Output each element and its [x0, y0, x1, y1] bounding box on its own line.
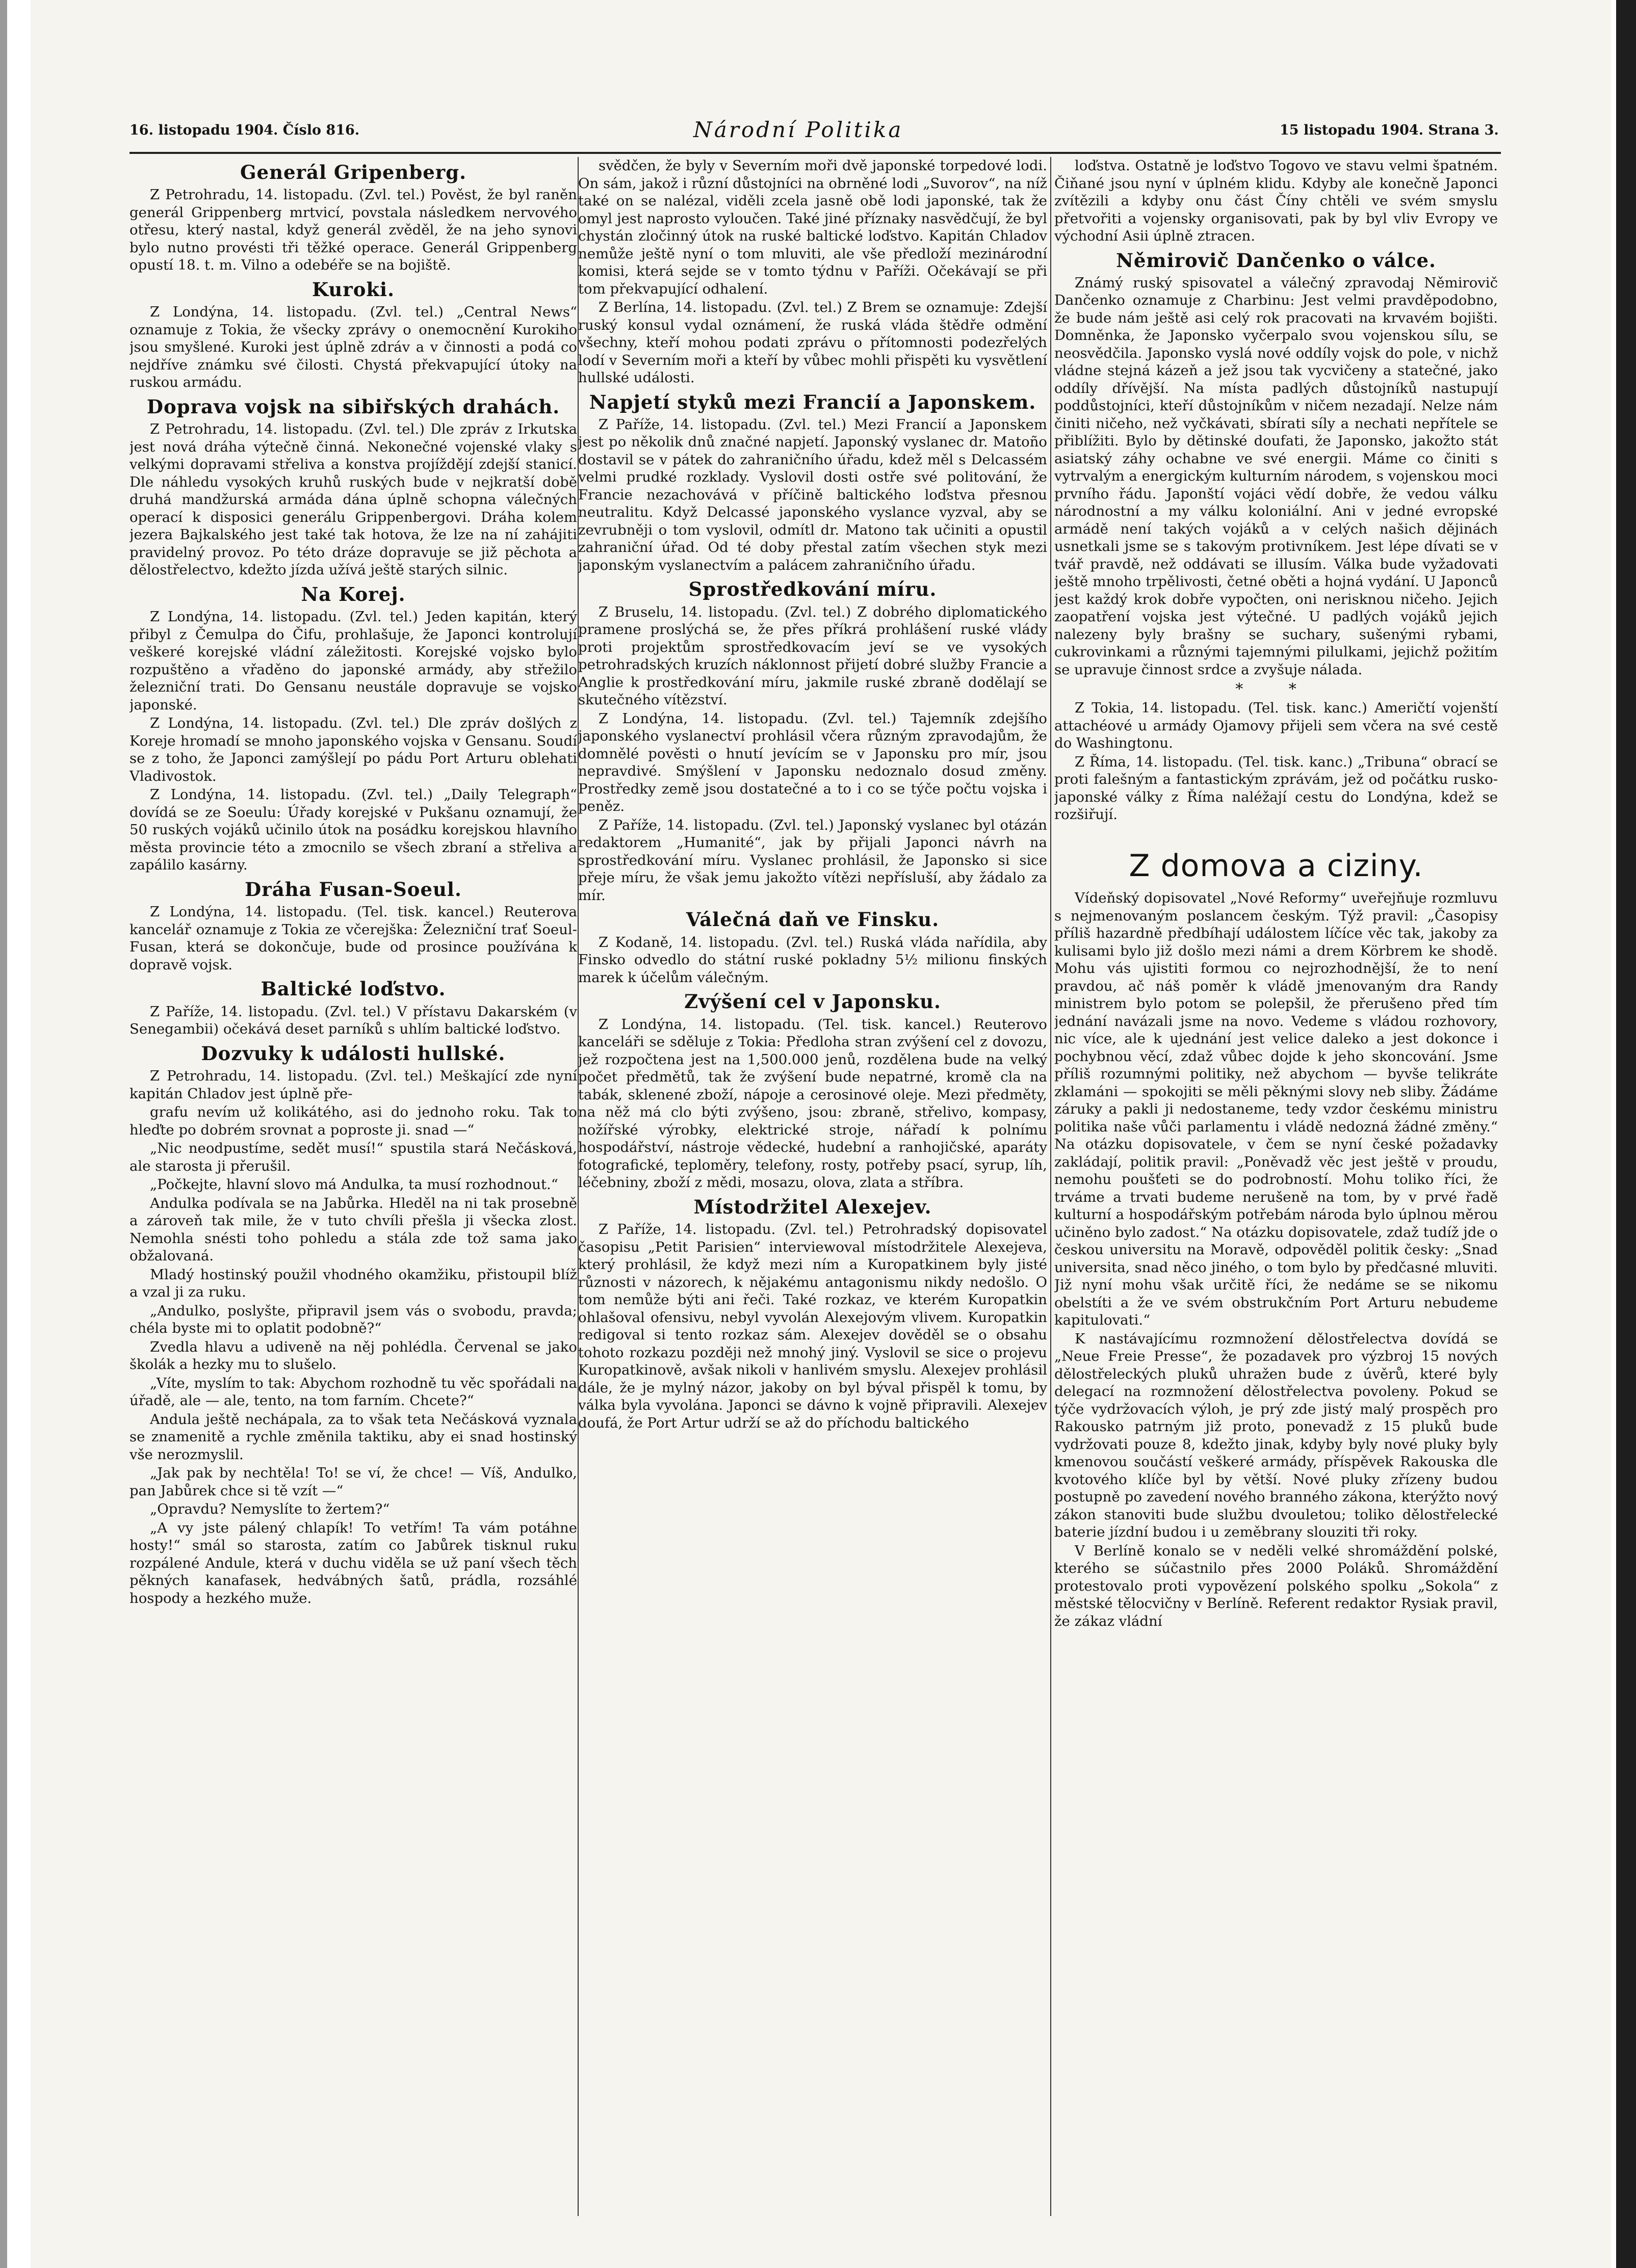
article [1054, 157, 1498, 245]
column-divider [1050, 157, 1051, 2216]
article-paragraph: svědčen, že byly v Severním moři dvě japonské torpedové lodi. On sám, jakož i různí důstojníci na obrněné lodi „Suvorov“, na níž také on se nalézal, viděli zcela jasně obě lodi japonské, tak že omyl jest naprosto vyloučen. Také jiné příznaky nasvědčují, že byl chystán zločinný útok na ruské baltické loďstvo. Kapitán Chladov nemůže ještě nyní o tom mluviti, ale vše předloží mezinárodní komisi, která sejde se v tomto týdnu v Paříži. Očekávají se při tom překvapující odhalení. [578, 157, 1047, 297]
article-paragraph: Z Paříže, 14. listopadu. (Zvl. tel.) V přístavu Dakarském (v Senegambii) očekává deset parníků s uhlím baltické loďstvo. [129, 1003, 577, 1038]
article-paragraph: Andula ještě nechápala, za to však teta Nečásková vyznala se znamenitě a rychle změnila taktiku, aby ei snad hostinský vše nerozmyslil. [129, 1411, 577, 1463]
article-paragraph: Z Londýna, 14. listopadu. (Zvl. tel.) Dle zpráv došlých z Koreje hromadí se mnoho japonského vojska v Gensanu. Soudí se z toho, že Japonci zamýšlejí po pádu Port Arturu oblehati Vladivostok. [129, 715, 577, 784]
article-heading: Sprostředkování míru. [688, 578, 937, 601]
article-paragraph: Z Kodaně, 14. listopadu. (Zvl. tel.) Ruská vláda nařídila, aby Finsko odvedlo do státní ruské pokladny 5½ milionu finských marek k účelům válečným. [578, 934, 1047, 986]
article [129, 879, 577, 973]
article [129, 1043, 577, 1607]
article-paragraph: grafu nevím už kolikátého, asi do jednoho roku. Tak to hleďte po dobrém srovnat a poproste ji. snad —“ [129, 1104, 577, 1138]
article-heading: Dráha Fusan-Soeul. [245, 878, 462, 901]
article-heading: Kuroki. [312, 278, 395, 301]
newspaper-title: Národní Politika [693, 117, 903, 142]
article-heading: Němirovič Dančenko o válce. [1116, 249, 1436, 272]
article [1054, 680, 1498, 824]
article [1054, 250, 1498, 679]
article [578, 579, 1047, 904]
column-3 [1054, 157, 1498, 2216]
article-paragraph: Z Petrohradu, 14. listopadu. (Zvl. tel.) Meškající zde nyní kapitán Chladov jest úplně pře- [129, 1068, 577, 1102]
article [578, 991, 1047, 1191]
article [578, 1197, 1047, 1432]
header-rule [129, 152, 1501, 154]
article [578, 157, 1047, 387]
article-heading: Napjetí styků mezi Francií a Japonskem. [589, 390, 1036, 413]
article-paragraph: Z Londýna, 14. listopadu. (Tel. tisk. kancel.) Reuterova kancelář oznamuje z Tokia ze včerejška: Železniční trať Soeul-Fusan, která se dokončuje, bude od prosince používána k dopravě vojsk. [129, 904, 577, 973]
article-heading: Doprava vojsk na sibiřských drahách. [146, 395, 560, 418]
article-paragraph: „Andulko, poslyšte, připravil jsem vás o svobodu, pravda; chéla byste mi to oplatit podobně?“ [129, 1302, 577, 1337]
article-paragraph: Z Berlína, 14. listopadu. (Zvl. tel.) Z Brem se oznamuje: Zdejší ruský konsul vydal oznámení, že ruská vláda štědře odmění všechny, kteří mohou podati zprávu o přítomnosti podezřelých lodí v Severním moři a kteří by vůbec mohli přispěti ku vysvětlení hullské události. [578, 299, 1047, 386]
scan-edge-left [0, 0, 7, 2268]
article-paragraph: „Nic neodpustíme, sedět musí!“ spustila stará Nečásková, ale starosta ji přerušil. [129, 1140, 577, 1174]
article-paragraph: Andulka podívala se na Jabůrka. Hleděl na ni tak prosebně a zároveň tak mile, že v tuto chvíli přešla ji všecka zlost. Nemohla snésti toho pohledu a stála zde tož sama jako obžalovaná. [129, 1195, 577, 1264]
article [129, 162, 577, 274]
article [129, 584, 577, 874]
article-paragraph: „Opravdu? Nemyslíte to žertem?“ [150, 1501, 390, 1518]
article-paragraph: V Berlíně konalo se v neděli velké shromáždění polské, kterého se súčastnilo přes 2000 Poláků. Shromáždění protestovalo proti vypovězení polského spolku „Sokola“ z městské tělocvičny v Berlíně. Referent redaktor Rysiak pravil, že zákaz vládní [1054, 1542, 1498, 1629]
article-heading: Místodržitel Alexejev. [693, 1195, 932, 1218]
article-paragraph: Z Londýna, 14. listopadu. (Zvl. tel.) Tajemník zdejšího japonského vyslanectví prohlásil včera různým zpravodajům, že domnělé pověsti o hnutí jevícím se v Japonsku pro mír, jsou nepravdivé. Smýšlení v Japonsku nedoznalo dosud změny. Prostředky země jsou dostatečné a to i co se týče počtu vojska i peněz. [578, 710, 1047, 815]
article-heading: Z domova a ciziny. [1129, 848, 1423, 884]
article-paragraph: Z Bruselu, 14. listopadu. (Zvl. tel.) Z dobrého diplomatického pramene proslýchá se, že přes příkrá prohlášení ruské vlády proti projektům sprostředkovacím jeví se ve vysokých petrohradských kruzích náklonnost přijetí dobré služby Francie a Anglie k prostředkování míru, jakmile ruské zbraně dodělají se skutečného vítězství. [578, 603, 1047, 708]
article-paragraph: „Počkejte, hlavní slovo má Andulka, ta musí rozhodnout.“ [150, 1176, 558, 1193]
article-paragraph: „Jak pak by nechtěla! To! se ví, že chce! — Víš, Andulko, pan Jabůrek chce si tě vzít —“ [129, 1465, 577, 1499]
article-heading: Na Korej. [301, 583, 406, 605]
article-paragraph: Z Londýna, 14. listopadu. (Zvl. tel.) „Central News“ oznamuje z Tokia, že všecky zprávy o onemocnění Kurokiho jsou smyšlené. Kuroki jest úplně zdráv a v činnosti a podá co nejdříve známku své čilosti. Chystá překvapující útoky na ruskou armádu. [129, 304, 577, 391]
article-heading: Válečná daň ve Finsku. [686, 908, 940, 931]
article-paragraph: „Víte, myslím to tak: Abychom rozhodně tu věc spořádali na úřadě, ale — ale, tento, na tom farním. Chcete?“ [129, 1375, 577, 1409]
article-paragraph: loďstva. Ostatně je loďstvo Togovo ve stavu velmi špatném. Čiňané jsou nyní v úplném klidu. Kdyby ale konečně Japonci zvítězili a kdyby onu část Číny chtěli ve svém smyslu přetvořiti a vojensky organisovati, pak by byl vliv Evropy ve východní Asii úplně ztracen. [1054, 157, 1498, 244]
article-paragraph: Známý ruský spisovatel a válečný zpravodaj Němirovič Dančenko oznamuje z Charbinu: Jest velmi pravděpodobno, že bude nám ještě asi celý rok pracovati na krvavém bojišti. Domněnka, že Japonsko vyčerpalo svou vojenskou sílu, se neosvědčila. Japonsko vyslá nové oddíly vojsk do pole, v nichž vládne stejná kázeň a jež jsou tak vycvičeny a statečné, jako oddíly dřívější. Na místa padlých důstojníků nastupují poddůstojníci, kteří důstojníkům v ničem nezadají. Nelze nám činiti ničeho, než vyčkávati, sbírati síly a nechati nepřítele se přiblížiti. Bylo by dětinské doufati, že Japonsko, jakožto stát asiatský záhy ochabne ve své energii. Máme co činiti s vytrvalým a energickým kulturním národem, s vojenskou moci prvního řádu. Japonští vojáci vědí dobře, že vedou válku národnostní a my válku koloniální. Ani v jedné evropské armádě není takých vojáků a v celých našich dějinách usnetkali jsme se s takovým protivníkem. Jest lépe dívati se v tvář pravdě, než oddávati se illusím. Válka bude vyžadovati ještě mnoho trpělivosti, četné oběti a hojná vydání. U Japonců jest každý krok dobře vypočten, oni nerisknou ničeho. Jejich zaopatření vojska jest výtečné. U padlých vojáků jejich nalezeny byly brašny se suchary, sušenými rybami, cukrovinkami a různými tajemnými pilulkami, jejichž požitím se upravuje činnost srdce a zvyšuje nálada. [1054, 274, 1498, 678]
article-paragraph: Z Petrohradu, 14. listopadu. (Zvl. tel.) Pověst, že byl raněn generál Grippenberg mrtvicí, povstala následkem nervového otřesu, který nastal, když generál zvěděl, že na jeho synovi bylo nutno provésti tři těžké operace. Generál Grippenberg opustí 18. t. m. Vilno a odebéře se na bojiště. [129, 187, 577, 274]
article [129, 279, 577, 391]
article-heading: Zvýšení cel v Japonsku. [684, 990, 941, 1013]
article [578, 909, 1047, 986]
article-paragraph: Z Paříže, 14. listopadu. (Zvl. tel.) Mezi Francií a Japonskem jest po několik dnů značné napjetí. Japonský vyslanec dr. Matoño dostavil se v pátek do zahraničního úřadu, kdež měl s Delcassém velmi prudké rozklady. Vyslovil dosti ostře své politování, že Francie nezachovává v příčině baltického loďstva přesnou neutralitu. Když Delcassé japonského vyslance vyzval, aby se zevrubněji o tom vyslovil, odmítl dr. Matono tak učiniti a opustil zahraniční úřad. Od té doby přestal zatím všechen styk mezi japonským vyslanectvím a palácem zahraničního úřadu. [578, 416, 1047, 573]
article-paragraph: Z Petrohradu, 14. listopadu. (Zvl. tel.) Dle zpráv z Irkutska jest nová dráha výtečně činná. Nekonečné vojenské vlaky s velkými dopravami střeliva a konstva projíždějí zdejší stanicí. Dle náhledu vysokých kruhů ruských bude v nejkratší době druhá mandžurská armáda dána úplně schopna válečných operací k disposici generálu Grippenbergovi. Dráha kolem jezera Bajkalského jest také tak hotova, že lze na ní zahájiti pravidelný provoz. Po této dráze dopravuje se již pěchota a dělostřelectvo, kdežto jízda užívá ještě starých silnic. [129, 421, 577, 578]
column-1 [129, 157, 577, 2216]
article-paragraph: Mladý hostinský použil vhodného okamžiku, přistoupil blíž a vzal ji za ruku. [129, 1266, 577, 1301]
article-paragraph: Vídeňský dopisovatel „Nové Reformy“ uveřejňuje rozmluvu s nejmenovaným poslancem českým. Týž pravil: „Časopisy příliš hazardně předbíhají událostem líčíce věc tak, jakoby za kulisami bylo již došlo mezi námi a drem Körbrem ke shodě. Mohu vás ujistiti formou co nejrozhodnější, že to není pravdou, ač náš poměr k vládě jmenovaným dra Randy ministrem bylo potom se polepšil, že přerušeno před tím jednání navázali jsme na novo. Vedeme s vládou rozhovory, nic více, ale k ujednání jest velice daleko a jest dokonce i pochybnou věcí, zdaž vůbec dojde k jeho skoncování. Jsme příliš rozumnými politiky, než abychom — byvše telikráte zklamáni — spokojiti se měli pěknými slovy neb sliby. Žádáme záruky a pakli ji nedostaneme, tedy vzdor českému ministru politika naše vůči parlamentu i vládě nedozná žádné změny.“ Na otázku dopisovatele, v čem se nyní české požadavky zakládají, politik pravil: „Poněvadž věc jest ještě v proudu, nemohu poušťeti se do podrobností. Mohu toliko říci, že trváme a trvati budeme nerušeně na tom, by v prvé řadě kulturní a hospodářským potřebám národa bylo úplnou měrou učiněno bylo zadost.“ Na otázku dopisovatele, zdaž tudíž jde o českou universitu na Moravě, odpověděl politik česky: „Snad universita, snad něco jiného, o tom bylo by předčasné mluviti. Již nyní mohu však určitě říci, že nedáme se se nikomu obelstíti a že ve svém obstrukčním Port Arturu nebudeme kapitulovati.“ [1054, 890, 1498, 1329]
article-heading: Dozvuky k události hullské. [201, 1042, 506, 1065]
page-header [97, 117, 1509, 153]
section-separator-stars: * * [1235, 680, 1317, 699]
article [129, 397, 577, 579]
article [578, 392, 1047, 574]
article-paragraph: Z Londýna, 14. listopadu. (Zvl. tel.) „Daily Telegraph“ dovídá se ze Soeulu: Úřady korejské v Pukšanu oznamují, že 50 ruských vojáků učinilo útok na posádku korejskou hlavního města provincie této a zmocnilo se všech zbraní a střeliva a zapálilo kasárny. [129, 786, 577, 874]
article [129, 979, 577, 1038]
header-date-page: 15 listopadu 1904. Strana 3. [1280, 122, 1499, 138]
article-paragraph: Z Paříže, 14. listopadu. (Zvl. tel.) Japonský vyslanec byl otázán redaktorem „Humanité“, jak by přijali Japonci návrh na sprostředkování míru. Vyslanec prohlásil, že Japonsko si sice přeje míru, že však jemu jakožto vítězi nepřísluší, aby žádalo za mír. [578, 816, 1047, 904]
article-paragraph: Zvedla hlavu a udiveně na něj pohlédla. Červenal se jako školák a hezky mu to slušelo. [129, 1338, 577, 1373]
article-heading: Baltické loďstvo. [261, 978, 446, 1000]
article-paragraph: Z Londýna, 14. listopadu. (Tel. tisk. kancel.) Reuterovo kanceláři se sděluje z Tokia: Předloha stran zvýšení cel z dovozu, jež rozpočtena jest na 1,500.000 jenů, rozdělena bude na velký počet předmětů, tak že zvýšení bude nepatrné, kromě cla na tabák, sklenené zboží, nápoje a cerosinové oleje. Mezi předměty, na něž má clo býti zvýšeno, jsou: zbraně, střelivo, kompasy, nožířské výrobky, elektrické stroje, nářadí k polnímu hospodářství, nástroje vědecké, hudební a ranhojičské, aparáty fotografické, teploměry, telefony, rosty, potřeby psací, syrup, líh, léčebniny, zboží z mědi, mosazu, olova, zlata a stříbra. [578, 1016, 1047, 1191]
article-paragraph: Z Říma, 14. listopadu. (Tel. tisk. kanc.) „Tribuna“ obrací se proti falešným a fantastickým zprávám, jež od počátku rusko-japonské války z Říma naléžají cestu do Londýna, kdež se rozšiřují. [1054, 753, 1498, 823]
article [1054, 849, 1498, 1630]
article-heading: Generál Gripenberg. [240, 161, 467, 183]
scan-edge-right [1616, 0, 1636, 2268]
column-2 [578, 157, 1047, 2216]
article-paragraph: K nastávajícímu rozmnožení dělostřelectva dovídá se „Neue Freie Presse“, že pozadavek pro výzbroj 15 nových dělostřeleckých pluků uhražen bude z úvěrů, které byly delegací na rozmnožení dělostřelectva povoleny. Pokud se týče vydržovacích výloh, je prý zde jistý malý prospěch pro Rakousko patrným již proto, ponevadž z 15 pluků bude vydržovati pouze 8, kdežto jinak, kdyby byly nové pluky byly kmenovou součástí veškeré armády, příspěvek Rakouska dle kvotového klíče byl by větší. Nové pluky zřízeny budou postupně po zavedení nového branného zákona, kterýžto nový zákon stanoviti bude službu dvouletou; toliko dělostřelecké baterie jízdní budou i u zeměbrany slouziti tři roky. [1054, 1330, 1498, 1541]
article-paragraph: Z Tokia, 14. listopadu. (Tel. tisk. kanc.) Američtí vojenští attachéové u armády Ojamovy přijeli sem včera na své cestě do Washingtonu. [1054, 700, 1498, 752]
article-paragraph: „A vy jste pálený chlapík! To vetřím! Ta vám potáhne hosty!“ smál so starosta, zatím co Jabůrek tisknul ruku rozpálené Andule, která v duchu viděla se už paní všech těch pěkných kanafasek, hedvábných šatů, prádla, rozsáhlé hospody a hezkého muže. [129, 1519, 577, 1606]
article-paragraph: Z Londýna, 14. listopadu. (Zvl. tel.) Jeden kapitán, který přibyl z Čemulpa do Čifu, prohlašuje, že Japonci kontrolují veškeré korejské vládní záležitosti. Korejské vojsko bylo rozpuštěno a vřaděno do japonské armády, aby střežilo železniční trati. Do Gensanu neustále dopravuje se vojsko japonské. [129, 609, 577, 713]
header-date-issue: 16. listopadu 1904. Číslo 816. [129, 122, 360, 138]
article-paragraph: Z Paříže, 14. listopadu. (Zvl. tel.) Petrohradský dopisovatel časopisu „Petit Parisien“ interviewoval místodržitele Alexejeva, který prohlásil, že když mezi ním a Kuropatkinem byly jisté různosti v názorech, k nějakému antagonismu nikdy nedošlo. O tom nemůže býti ani řeči. Také rozkaz, ve kterém Kuropatkin ohlašoval ofensivu, nebyl vyvolán Alexejovým vlivem. Kuropatkin redigoval si tento rozkaz sám. Alexejev dověděl se o obsahu tohoto rozkazu později než mnohý jiný. Vyslovil se sice o projevu Kuropatkinově, avšak nikoli v hanlivém smyslu. Alexejev prohlásil dále, že je mylný názor, jakoby on byl býval přispěl k tomu, by válka byla vyvolána. Japonci se dávno k vojně připravili. Alexejev doufá, že Port Artur udrží se až do příchodu baltického [578, 1221, 1047, 1431]
